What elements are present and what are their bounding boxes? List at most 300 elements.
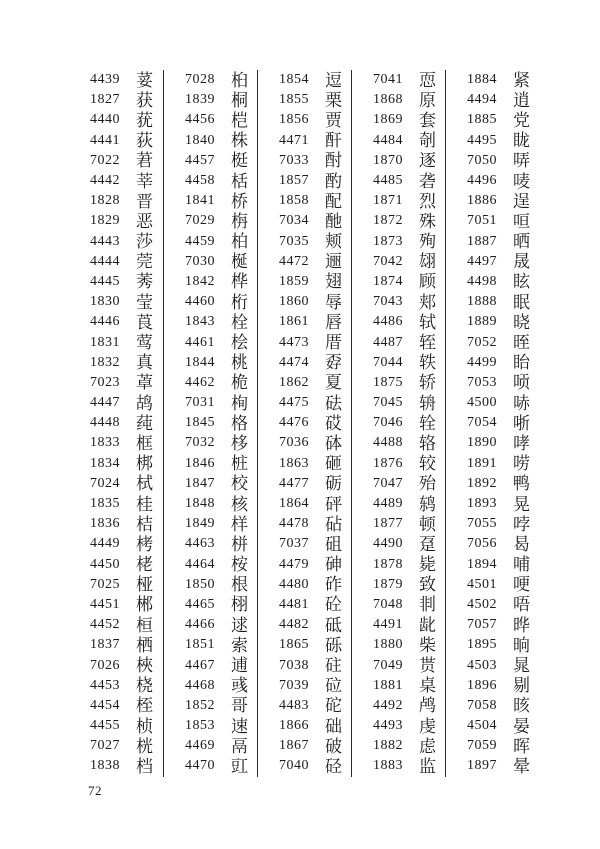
- table-row: [164, 353, 257, 373]
- table-row: [352, 232, 445, 252]
- entry-code: 4482: [279, 617, 309, 633]
- entry-char: 恶: [136, 211, 153, 231]
- table-row: [352, 494, 445, 514]
- entry-code: 7036: [279, 435, 309, 451]
- entry-code: 1831: [90, 334, 120, 350]
- table-row: [258, 70, 351, 90]
- table-row: [446, 353, 539, 373]
- entry-char: 晕: [513, 756, 530, 776]
- entry-char: 酎: [325, 151, 342, 171]
- entry-code: 7033: [279, 152, 309, 168]
- entry-code: 1853: [185, 718, 215, 734]
- entry-code: 1834: [90, 455, 120, 471]
- table-row: [69, 474, 163, 494]
- entry-code: 1841: [185, 193, 215, 209]
- entry-char: 晁: [513, 656, 530, 676]
- entry-char: 逋: [231, 656, 248, 676]
- table-row: [69, 555, 163, 575]
- table-row: [69, 696, 163, 716]
- entry-char: 党: [513, 110, 530, 130]
- entry-code: 4494: [467, 92, 497, 108]
- table-row: [164, 474, 257, 494]
- entry-char: 颊: [325, 232, 342, 252]
- table-row: [446, 151, 539, 171]
- entry-char: 桁: [231, 292, 248, 312]
- table-column: [69, 70, 163, 777]
- entry-char: 剕: [419, 595, 436, 615]
- entry-code: 7041: [373, 72, 403, 88]
- entry-code: 7044: [373, 354, 403, 370]
- entry-char: 曷: [513, 534, 530, 554]
- table-row: [69, 252, 163, 272]
- entry-code: 1865: [279, 637, 309, 653]
- entry-code: 1867: [279, 738, 309, 754]
- entry-char: 龀: [419, 615, 436, 635]
- entry-code: 4498: [467, 273, 497, 289]
- entry-code: 4486: [373, 314, 403, 330]
- table-row: [258, 736, 351, 756]
- entry-char: 郏: [419, 292, 436, 312]
- entry-char: 栴: [231, 211, 248, 231]
- entry-char: 晏: [513, 716, 530, 736]
- entry-code: 7047: [373, 475, 403, 491]
- entry-code: 7038: [279, 657, 309, 673]
- entry-char: 辁: [419, 413, 436, 433]
- entry-code: 4454: [90, 697, 120, 713]
- entry-code: 1830: [90, 294, 120, 310]
- table-row: [352, 615, 445, 635]
- entry-code: 1855: [279, 92, 309, 108]
- table-row: [69, 454, 163, 474]
- table-row: [446, 90, 539, 110]
- table-row: [352, 676, 445, 696]
- entry-char: 桄: [136, 736, 153, 756]
- entry-char: 鸫: [419, 494, 436, 514]
- entry-char: 酐: [325, 131, 342, 151]
- entry-char: 栒: [231, 393, 248, 413]
- table-row: [164, 252, 257, 272]
- entry-code: 4450: [90, 556, 120, 572]
- table-row: [258, 555, 351, 575]
- entry-code: 1868: [373, 92, 403, 108]
- entry-char: 晔: [513, 615, 530, 635]
- entry-code: 1872: [373, 213, 403, 229]
- entry-char: 哱: [513, 514, 530, 534]
- entry-code: 7054: [467, 415, 497, 431]
- table-row: [258, 353, 351, 373]
- entry-char: 逦: [325, 252, 342, 272]
- table-row: [69, 514, 163, 534]
- entry-code: 4466: [185, 617, 215, 633]
- entry-code: 4453: [90, 677, 120, 693]
- entry-code: 4462: [185, 374, 215, 390]
- entry-code: 1833: [90, 435, 120, 451]
- entry-char: 莙: [136, 151, 153, 171]
- entry-char: 桓: [136, 615, 153, 635]
- entry-code: 7058: [467, 697, 497, 713]
- entry-char: 翅: [325, 272, 342, 292]
- table-row: [446, 595, 539, 615]
- entry-code: 4480: [279, 576, 309, 592]
- table-row: [164, 373, 257, 393]
- table-row: [69, 171, 163, 191]
- table-row: [164, 635, 257, 655]
- table-row: [258, 474, 351, 494]
- entry-char: 速: [231, 716, 248, 736]
- table-row: [164, 70, 257, 90]
- table-row: [446, 555, 539, 575]
- entry-char: 柏: [231, 232, 248, 252]
- entry-char: 栲: [136, 534, 153, 554]
- entry-code: 1859: [279, 273, 309, 289]
- table-row: [446, 252, 539, 272]
- entry-code: 4495: [467, 132, 497, 148]
- table-row: [352, 393, 445, 413]
- table-row: [164, 655, 257, 675]
- table-row: [69, 575, 163, 595]
- entry-char: 栖: [136, 635, 153, 655]
- entry-char: 顿: [419, 514, 436, 534]
- entry-code: 7052: [467, 334, 497, 350]
- table-row: [258, 110, 351, 130]
- table-row: [352, 555, 445, 575]
- entry-char: 栻: [136, 474, 153, 494]
- entry-code: 4502: [467, 596, 497, 612]
- entry-char: 趸: [419, 534, 436, 554]
- entry-char: 鬲: [231, 736, 248, 756]
- table-row: [69, 635, 163, 655]
- entry-char: 砰: [325, 494, 342, 514]
- table-row: [258, 575, 351, 595]
- entry-code: 1873: [373, 233, 403, 249]
- entry-char: 唔: [513, 595, 530, 615]
- entry-code: 1892: [467, 475, 497, 491]
- entry-char: 核: [231, 494, 248, 514]
- entry-char: 索: [231, 635, 248, 655]
- table-row: [69, 433, 163, 453]
- entry-char: 殉: [419, 232, 436, 252]
- table-row: [258, 413, 351, 433]
- entry-code: 4465: [185, 596, 215, 612]
- entry-char: 监: [419, 756, 436, 776]
- entry-code: 7059: [467, 738, 497, 754]
- table-row: [352, 110, 445, 130]
- entry-code: 4444: [90, 253, 120, 269]
- entry-char: 配: [325, 191, 342, 211]
- entry-code: 7056: [467, 536, 497, 552]
- entry-code: 1837: [90, 637, 120, 653]
- entry-char: 翃: [419, 252, 436, 272]
- entry-char: 莨: [136, 312, 153, 332]
- entry-code: 1887: [467, 233, 497, 249]
- entry-code: 4500: [467, 395, 497, 411]
- entry-code: 1878: [373, 556, 403, 572]
- table-row: [69, 756, 163, 776]
- entry-char: 桕: [231, 70, 248, 90]
- entry-code: 1854: [279, 72, 309, 88]
- entry-code: 4485: [373, 173, 403, 189]
- entry-code: 1846: [185, 455, 215, 471]
- entry-code: 7055: [467, 516, 497, 532]
- table-row: [258, 252, 351, 272]
- entry-code: 7049: [373, 657, 403, 673]
- table-row: [446, 131, 539, 151]
- table-row: [258, 635, 351, 655]
- table-row: [164, 211, 257, 231]
- entry-char: 咺: [513, 211, 530, 231]
- table-row: [446, 756, 539, 776]
- entry-char: 眙: [513, 353, 530, 373]
- entry-char: 桧: [231, 333, 248, 353]
- table-row: [352, 373, 445, 393]
- table-row: [352, 151, 445, 171]
- entry-code: 7039: [279, 677, 309, 693]
- table-row: [352, 353, 445, 373]
- page-number: 72: [88, 783, 102, 798]
- entry-code: 1876: [373, 455, 403, 471]
- entry-char: 砫: [325, 656, 342, 676]
- code-table: [69, 70, 539, 777]
- entry-char: 破: [325, 736, 342, 756]
- entry-char: 眩: [513, 272, 530, 292]
- table-row: [352, 90, 445, 110]
- entry-code: 4470: [185, 758, 215, 774]
- entry-char: 晋: [136, 191, 153, 211]
- entry-char: 晓: [513, 312, 530, 332]
- entry-char: 辀: [419, 393, 436, 413]
- entry-code: 7057: [467, 617, 497, 633]
- entry-char: 烈: [419, 191, 436, 211]
- entry-code: 1871: [373, 193, 403, 209]
- entry-char: 眠: [513, 292, 530, 312]
- entry-code: 4442: [90, 173, 120, 189]
- table-row: [446, 332, 539, 352]
- table-row: [258, 151, 351, 171]
- entry-code: 1861: [279, 314, 309, 330]
- table-column: [445, 70, 539, 777]
- entry-code: 4463: [185, 536, 215, 552]
- entry-code: 4446: [90, 314, 120, 330]
- table-row: [352, 312, 445, 332]
- entry-code: 4488: [373, 435, 403, 451]
- table-row: [69, 676, 163, 696]
- table-row: [352, 514, 445, 534]
- entry-code: 4441: [90, 132, 120, 148]
- entry-char: 晐: [513, 696, 530, 716]
- entry-char: 桔: [136, 514, 153, 534]
- table-row: [69, 151, 163, 171]
- entry-code: 1864: [279, 496, 309, 512]
- entry-char: 荻: [136, 131, 153, 151]
- entry-char: 桦: [231, 272, 248, 292]
- table-row: [258, 534, 351, 554]
- table-row: [446, 433, 539, 453]
- entry-code: 1888: [467, 294, 497, 310]
- entry-code: 7051: [467, 213, 497, 229]
- table-row: [164, 514, 257, 534]
- entry-code: 7022: [90, 152, 120, 168]
- entry-code: 4473: [279, 334, 309, 350]
- entry-code: 1835: [90, 496, 120, 512]
- entry-code: 1848: [185, 496, 215, 512]
- table-row: [446, 615, 539, 635]
- table-row: [352, 131, 445, 151]
- entry-char: 桃: [231, 353, 248, 373]
- entry-char: 砼: [325, 595, 342, 615]
- table-row: [164, 131, 257, 151]
- table-row: [164, 232, 257, 252]
- entry-char: 株: [231, 131, 248, 151]
- entry-char: 晊: [513, 333, 530, 353]
- entry-code: 4492: [373, 697, 403, 713]
- entry-code: 4467: [185, 657, 215, 673]
- entry-char: 轶: [419, 353, 436, 373]
- table-row: [352, 191, 445, 211]
- entry-char: 轾: [419, 333, 436, 353]
- entry-char: 栳: [136, 555, 153, 575]
- table-row: [69, 292, 163, 312]
- table-row: [69, 191, 163, 211]
- table-row: [352, 211, 445, 231]
- entry-code: 1828: [90, 193, 120, 209]
- table-row: [164, 332, 257, 352]
- entry-code: 1849: [185, 516, 215, 532]
- entry-char: 鸭: [513, 474, 530, 494]
- entry-char: 桎: [136, 696, 153, 716]
- entry-code: 1862: [279, 374, 309, 390]
- entry-code: 1877: [373, 516, 403, 532]
- table-row: [69, 534, 163, 554]
- entry-code: 4469: [185, 738, 215, 754]
- entry-code: 1858: [279, 193, 309, 209]
- entry-code: 4448: [90, 415, 120, 431]
- table-row: [258, 433, 351, 453]
- entry-code: 1839: [185, 92, 215, 108]
- table-row: [352, 332, 445, 352]
- entry-char: 校: [231, 474, 248, 494]
- table-row: [446, 454, 539, 474]
- entry-char: 彧: [231, 676, 248, 696]
- entry-char: 唛: [513, 171, 530, 191]
- table-row: [446, 514, 539, 534]
- table-row: [69, 736, 163, 756]
- entry-char: 栓: [231, 312, 248, 332]
- table-row: [164, 756, 257, 776]
- table-row: [258, 90, 351, 110]
- entry-char: 辱: [325, 292, 342, 312]
- entry-code: 7026: [90, 657, 120, 673]
- table-row: [446, 676, 539, 696]
- table-row: [446, 575, 539, 595]
- table-row: [164, 393, 257, 413]
- table-row: [164, 433, 257, 453]
- entry-char: 硁: [325, 756, 342, 776]
- entry-code: 4459: [185, 233, 215, 249]
- entry-code: 1863: [279, 455, 309, 471]
- table-row: [446, 736, 539, 756]
- entry-code: 7025: [90, 576, 120, 592]
- table-row: [258, 756, 351, 776]
- table-row: [446, 494, 539, 514]
- table-row: [69, 70, 163, 90]
- table-row: [258, 312, 351, 332]
- entry-code: 4504: [467, 718, 497, 734]
- table-row: [446, 70, 539, 90]
- entry-char: 桅: [231, 373, 248, 393]
- entry-char: 毙: [419, 555, 436, 575]
- entry-code: 4499: [467, 354, 497, 370]
- entry-char: 莼: [136, 413, 153, 433]
- entry-code: 1827: [90, 92, 120, 108]
- table-row: [164, 716, 257, 736]
- entry-code: 4493: [373, 718, 403, 734]
- entry-code: 7040: [279, 758, 309, 774]
- entry-code: 4475: [279, 395, 309, 411]
- table-row: [258, 373, 351, 393]
- entry-char: 荽: [136, 70, 153, 90]
- entry-char: 梜: [136, 656, 153, 676]
- entry-char: 莞: [136, 252, 153, 272]
- entry-code: 4474: [279, 354, 309, 370]
- entry-char: 剞: [419, 131, 436, 151]
- entry-code: 4472: [279, 253, 309, 269]
- entry-code: 1894: [467, 556, 497, 572]
- entry-char: 莠: [136, 272, 153, 292]
- entry-char: 莎: [136, 232, 153, 252]
- entry-char: 哺: [513, 555, 530, 575]
- entry-char: 样: [231, 514, 248, 534]
- entry-code: 7053: [467, 374, 497, 390]
- entry-code: 4491: [373, 617, 403, 633]
- entry-code: 1832: [90, 354, 120, 370]
- entry-char: 桤: [231, 110, 248, 130]
- table-row: [69, 110, 163, 130]
- entry-char: 栝: [231, 171, 248, 191]
- entry-code: 1896: [467, 677, 497, 693]
- entry-char: 逑: [231, 615, 248, 635]
- entry-code: 4460: [185, 294, 215, 310]
- table-row: [352, 696, 445, 716]
- entry-char: 栗: [325, 90, 342, 110]
- table-row: [164, 595, 257, 615]
- entry-code: 1843: [185, 314, 215, 330]
- table-row: [258, 211, 351, 231]
- entry-char: 哳: [513, 413, 530, 433]
- table-row: [258, 676, 351, 696]
- entry-code: 1869: [373, 112, 403, 128]
- entry-code: 4497: [467, 253, 497, 269]
- entry-code: 7028: [185, 72, 215, 88]
- entry-char: 孬: [325, 353, 342, 373]
- table-row: [258, 454, 351, 474]
- entry-char: 砹: [325, 413, 342, 433]
- entry-char: 夏: [325, 373, 342, 393]
- entry-code: 4477: [279, 475, 309, 491]
- table-row: [69, 413, 163, 433]
- table-row: [164, 272, 257, 292]
- entry-code: 7048: [373, 596, 403, 612]
- table-row: [69, 90, 163, 110]
- entry-char: 砸: [325, 454, 342, 474]
- table-row: [164, 312, 257, 332]
- table-row: [69, 232, 163, 252]
- table-row: [446, 696, 539, 716]
- entry-code: 4464: [185, 556, 215, 572]
- entry-char: 真: [136, 353, 153, 373]
- entry-char: 贾: [325, 110, 342, 130]
- entry-char: 砷: [325, 555, 342, 575]
- table-row: [164, 736, 257, 756]
